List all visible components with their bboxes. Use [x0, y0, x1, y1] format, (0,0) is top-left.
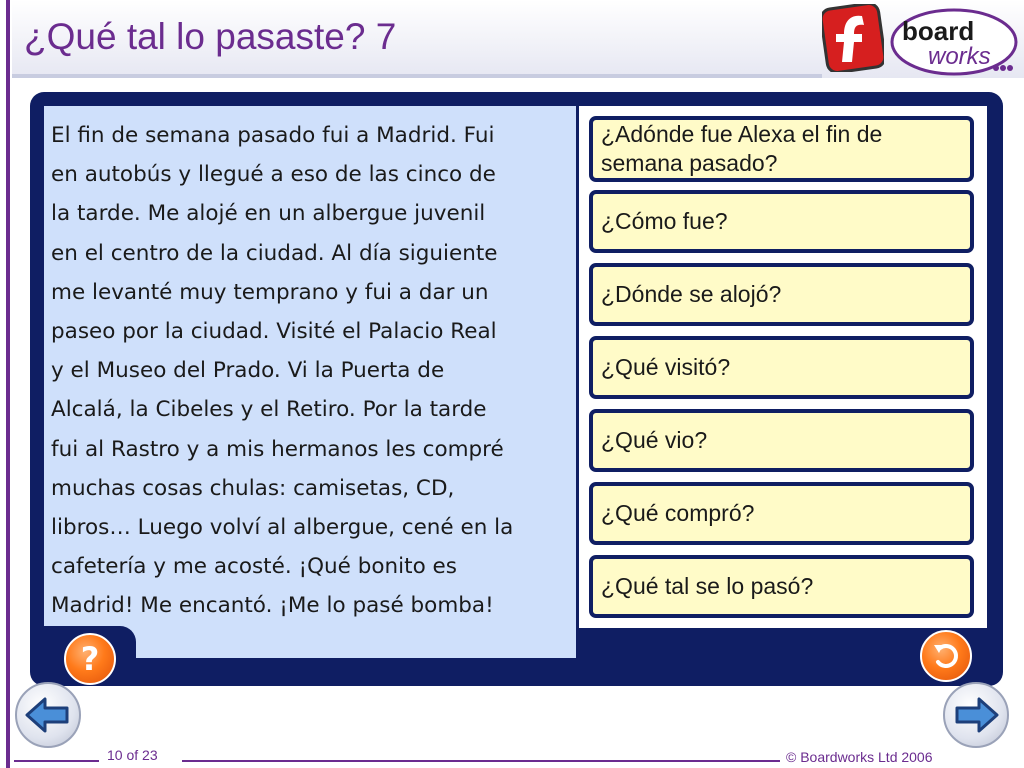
question-text: ¿Dónde se alojó? [601, 281, 782, 307]
page-number: 10 of 23 [107, 747, 158, 763]
passage-line: la tarde. Me alojé en un albergue juvenil [51, 201, 486, 227]
question-text: ¿Qué compró? [601, 500, 755, 526]
question-box-5[interactable] [589, 409, 974, 472]
question-text: ¿Cómo fue? [601, 208, 728, 234]
question-box-7[interactable] [589, 555, 974, 618]
question-box-2[interactable] [589, 190, 974, 253]
help-button[interactable] [64, 633, 116, 685]
next-slide-button[interactable] [943, 682, 1009, 748]
undo-button[interactable] [920, 630, 972, 682]
question-text: ¿Qué vio? [601, 427, 708, 453]
passage-line: en autobús y llegué a eso de las cinco de [51, 162, 496, 188]
question-text: ¿Adónde fue Alexa el fin de semana pasado? [601, 121, 883, 176]
passage-line: libros… Luego volví al albergue, cené en la [51, 515, 514, 541]
passage-line: Alcalá, la Cibeles y el Retiro. Por la tarde [51, 397, 487, 423]
arrow-left-icon [17, 684, 79, 746]
question-text: ¿Qué visitó? [601, 354, 731, 380]
slide-title: ¿Qué tal lo pasaste? 7 [24, 16, 397, 57]
title-underline [12, 74, 822, 78]
copyright-notice: © Boardworks Ltd 2006 [786, 749, 933, 765]
logo-board-text: board [902, 16, 975, 46]
reading-passage [51, 116, 571, 626]
slide-frame-left [6, 0, 10, 768]
previous-slide-button[interactable] [15, 682, 81, 748]
passage-line: El fin de semana pasado fui a Madrid. Fui [51, 123, 495, 148]
flash-logo-icon [822, 4, 884, 72]
footer-rule-middle [182, 760, 780, 762]
question-mark-icon: ? [80, 640, 100, 678]
logo-works-text: works [928, 43, 991, 70]
passage-line: Madrid! Me encantó. ¡Me lo pasé bomba! [51, 593, 494, 619]
boardworks-logo [890, 6, 1018, 76]
question-box-6[interactable] [589, 482, 974, 545]
question-box-4[interactable] [589, 336, 974, 399]
passage-line: fui al Rastro y a mis hermanos les compré [51, 436, 504, 462]
undo-arrow-icon [930, 640, 962, 672]
passage-line: paseo por la ciudad. Visité el Palacio Real [51, 319, 497, 345]
passage-line: cafetería y me acosté. ¡Qué bonito es [51, 554, 457, 580]
passage-line: me levanté muy temprano y fui a dar un [51, 279, 489, 305]
passage-line: en el centro de la ciudad. Al día siguiente [51, 240, 498, 266]
footer-rule-left [14, 760, 99, 762]
arrow-right-icon [945, 684, 1007, 746]
passage-line: muchas cosas chulas: camisetas, CD, [51, 475, 455, 501]
passage-line: y el Museo del Prado. Vi la Puerta de [51, 358, 445, 384]
question-box-3[interactable] [589, 263, 974, 326]
question-box-1[interactable] [589, 116, 974, 182]
question-text: ¿Qué tal se lo pasó? [601, 573, 814, 599]
